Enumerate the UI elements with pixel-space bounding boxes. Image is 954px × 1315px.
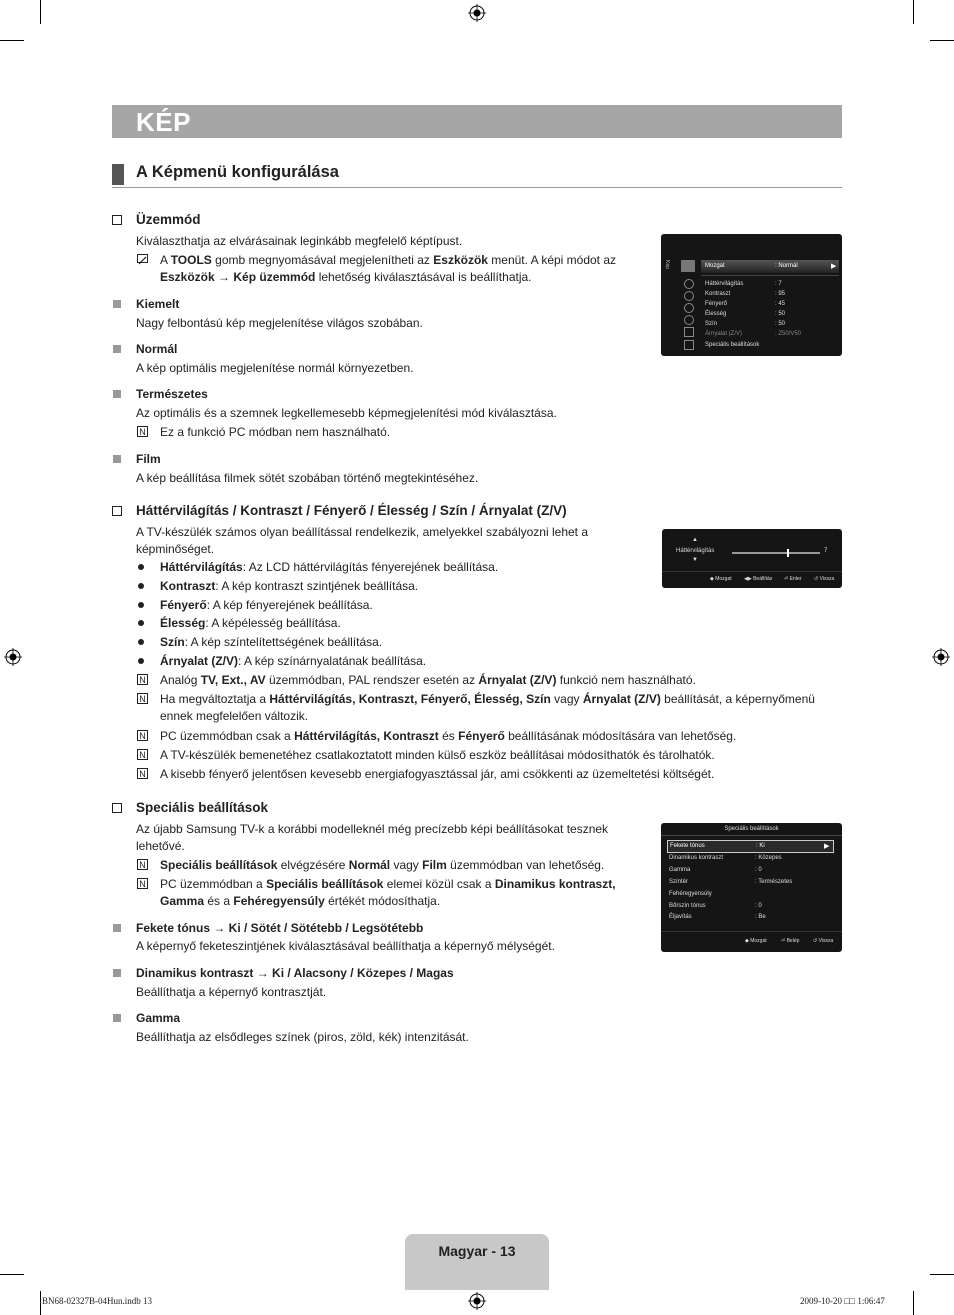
page-title: KÉP [136,107,191,137]
hatter-heading: Háttérvilágítás / Kontraszt / Fényerő / Élesség / Szín / Árnyalat (Z/V) [136,503,567,518]
note-icon [136,767,149,780]
bullet-dot [138,583,144,589]
channel-menu-icon [684,291,694,301]
osd-row-value: : Z50/V50 [775,331,802,337]
osd-nav-enter: ⏎ Enter [784,576,802,582]
page-footer [405,1234,549,1290]
bullet-dot [138,639,144,645]
crop-mark [0,40,24,41]
osd-row-value: : Be [755,914,766,920]
osd-nav-move: ◆ Mozgat [710,576,732,582]
arrow-up-icon: ▲ [692,537,698,543]
bullet-arnyalat: Árnyalat (Z/V): A kép színárnyalatának beállítása. [160,654,427,668]
osd-title: Speciális beállítások [724,826,779,832]
hatter-note-5: A kisebb fényerő jelentősen kevesebb energiafogyasztással jár, ami csökkenti az üzemeltetési költségét. [160,767,715,781]
uzemmod-tools-line1: A TOOLS gomb megnyomásával megjelenítheti az Eszközök menüt. A képi módot az [160,253,617,267]
crop-mark [40,0,41,24]
osd-divider [662,571,842,572]
note-icon [136,877,149,890]
hatter-note-1: Analóg TV, Ext., AV üzemmódban, PAL rendszer esetén az Árnyalat (Z/V) funkció nem használható. [160,673,696,687]
crop-mark [930,40,954,41]
sound-menu-icon [684,279,694,289]
crop-mark [40,1291,41,1315]
input-menu-icon [684,315,694,325]
mode-termeszetes-note: Ez a funkció PC módban nem használható. [160,425,391,439]
svg-text:N: N [139,731,146,741]
mode-film-name: Film [136,452,161,466]
specialis-note-1: Speciális beállítások elvégzésére Normál vagy Film üzemmódban van lehetőség. [160,858,605,872]
osd-row-label: Fényerő [705,301,728,307]
osd-slider-label: Háttérvilágítás [676,548,715,554]
page-number: Magyar - 13 [438,1243,516,1259]
osd-divider [661,835,842,836]
osd-row-value: : 95 [775,291,786,297]
svg-text:N: N [139,694,146,704]
osd-advanced-settings [661,823,842,952]
note-icon [136,858,149,871]
page-title-banner [112,105,842,138]
tools-icon [136,253,149,266]
print-date-info: 2009-10-20 □□ 1:06:47 [800,1296,885,1306]
specialis-note-2-cont: Gamma és a Fehéregyensúly értékét módosíthatja. [160,894,441,908]
mode-kiemelt-desc: Nagy felbontású kép megjelenítése világos szobában. [136,316,423,330]
osd-row-label: Háttérvilágítás [705,281,744,287]
arrow-down-icon: ▼ [692,557,698,563]
slider-handle[interactable] [787,549,789,557]
mode-kiemelt-name: Kiemelt [136,297,180,311]
crop-mark [913,1291,914,1315]
bullet-elesseg: Élesség: A képélesség beállítása. [160,616,341,630]
osd-divider [701,275,839,276]
osd-divider [661,931,842,932]
osd-selected-row[interactable]: Fekete tónus : Ki ▶ [667,840,834,853]
bullet-kontraszt: Kontraszt: A kép kontraszt szintjének beállítása. [160,579,419,593]
hatter-intro-line1: A TV-készülék számos olyan beállítással rendelkezik, amelyekkel szabályozni lehet a [136,525,589,539]
svg-text:N: N [139,675,146,685]
osd-row-value: : 0 [755,867,762,873]
note-icon [136,425,149,438]
uzemmod-tools-line2: Eszközök → Kép üzemmód lehetőség kiválasztásával is beállíthatja. [160,270,532,284]
bullet-dot [138,658,144,664]
mode-normal-name: Normál [136,342,178,356]
osd-row-label: Élesség [705,311,727,317]
osd-row-label: Szín [705,321,718,327]
support-menu-icon [684,340,694,350]
osd-row-value: : Közepes [755,855,782,861]
fekete-tonus-desc: A képernyő feketeszintjének kiválasztásával beállíthatja a képernyő mélységét. [136,939,555,953]
square-bullet [113,300,121,308]
gamma-desc: Beállíthatja az elsődleges színek (piros, zöld, kék) intenzitását. [136,1030,469,1044]
section-title-bar [112,164,124,185]
osd-nav-move: ◆ Mozgat [745,938,767,944]
osd-nav-return: ↺ Vissza [814,576,835,582]
svg-text:N: N [139,427,146,437]
arrow-right-icon: ▶ [824,843,830,850]
osd-nav-adjust: ◀▶ Beállítás [744,576,773,582]
registration-mark-icon [4,648,22,666]
osd-row-label: Árnyalat (Z/V) [705,331,743,337]
svg-text:N: N [139,860,146,870]
osd-row-label: Gamma [669,867,691,873]
crop-mark [913,0,914,24]
svg-text:N: N [139,750,146,760]
crop-mark [930,1274,954,1275]
osd-row-value: : 0 [755,903,762,909]
slider-track[interactable] [732,552,820,554]
print-file-info: BN68-02327B-04Hun.indb 13 [42,1296,152,1306]
specialis-heading: Speciális beállítások [136,800,269,815]
osd-row-label: Fehéregyensúly [669,891,712,897]
osd-row-value: : 50 [775,311,786,317]
hatter-note-2: Ha megváltoztatja a Háttérvilágítás, Kontraszt, Fényerő, Élesség, Szín vagy Árnyalat (Z/V) beállítását, a képernyőmenü [160,692,815,706]
osd-picture-menu [661,234,842,356]
section-title-text: A Képmenü konfigurálása [136,163,339,181]
fekete-tonus-name: Fekete tónus → Ki / Sötét / Sötétebb / Legsötétebb [136,921,424,935]
hatter-note-4: A TV-készülék bemenetéhez csatlakoztatott minden külső eszköz beállításai módosíthatók és tárolhatók. [160,748,715,762]
note-icon [136,692,149,705]
registration-mark-icon [468,1292,486,1310]
bullet-dot [138,620,144,626]
checkbox-icon [112,215,122,225]
bullet-dot [138,564,144,570]
section-title [112,163,842,188]
bullet-hattervilagitas: Háttérvilágítás: Az LCD háttérvilágítás fényerejének beállítása. [160,560,499,574]
specialis-note-2: PC üzemmódban a Speciális beállítások elemei közül csak a Dinamikus kontraszt, [160,877,616,891]
osd-backlight-slider [662,529,842,588]
square-bullet [113,455,121,463]
uzemmod-heading: Üzemmód [136,212,201,227]
note-icon [136,673,149,686]
osd-side-label: Kép [664,260,670,269]
specialis-intro-line1: Az újabb Samsung TV-k a korábbi modelleknél még precízebb képi beállításokat tesznek [136,822,609,836]
osd-row-value: : Természetes [755,879,793,885]
hatter-intro-line2: képminőséget. [136,542,215,556]
mode-termeszetes-name: Természetes [136,387,208,401]
registration-mark-icon [468,4,486,22]
dinamikus-kontraszt-name: Dinamikus kontraszt → Ki / Alacsony / Közepes / Magas [136,966,454,980]
mode-normal-desc: A kép optimális megjelenítése normál környezetben. [136,361,414,375]
osd-nav-return: ↺ Vissza [813,938,834,944]
note-icon [136,748,149,761]
osd-selected-row[interactable]: Mozgat : Normál ▶ [701,260,839,273]
osd-row-value: : 50 [775,321,786,327]
note-icon [136,729,149,742]
checkbox-icon [112,803,122,813]
hatter-note-3: PC üzemmódban csak a Háttérvilágítás, Kontraszt és Fényerő beállításának módosítására van lehetőség. [160,729,737,743]
osd-row-label: Kontraszt [705,291,731,297]
hatter-note-2-cont: ennek megfelelően változik. [160,709,309,723]
osd-row-label: Színtér [669,879,689,885]
osd-slider-value: 7 [824,548,828,554]
gamma-name: Gamma [136,1011,181,1025]
picture-menu-icon [681,260,695,272]
mode-termeszetes-desc: Az optimális és a szemnek legkellemesebb képmegjelenítési mód kiválasztása. [136,406,557,420]
registration-mark-icon [932,648,950,666]
mode-film-desc: A kép beállítása filmek sötét szobában történő megtekintéséhez. [136,471,479,485]
osd-row-label: Bőrszín tónus [669,903,706,909]
osd-row-label: Speciális beállítások [705,342,760,348]
checkbox-icon [112,506,122,516]
osd-row-value: : 7 [775,281,782,287]
osd-row-label: Éljavítás [669,914,692,920]
bullet-fenyero: Fényerő: A kép fényerejének beállítása. [160,598,373,612]
application-menu-icon [684,327,694,337]
osd-nav-enter: ⏎ Belép [781,938,800,944]
dinamikus-kontraszt-desc: Beállíthatja a képernyő kontrasztját. [136,985,327,999]
svg-text:N: N [139,769,146,779]
square-bullet [113,345,121,353]
crop-mark [0,1274,24,1275]
square-bullet [113,924,121,932]
square-bullet [113,390,121,398]
bullet-dot [138,602,144,608]
arrow-right-icon: ▶ [831,263,837,270]
osd-row-value: : 45 [775,301,786,307]
svg-text:N: N [139,879,146,889]
osd-row-label: Dinamikus kontraszt [669,855,724,861]
bullet-szin: Szín: A kép színtelítettségének beállítása. [160,635,383,649]
square-bullet [113,969,121,977]
specialis-intro-line2: lehetővé. [136,839,185,853]
setup-menu-icon [684,303,694,313]
uzemmod-intro: Kiválaszthatja az elvárásainak leginkább megfelelő képtípust. [136,234,463,248]
square-bullet [113,1014,121,1022]
